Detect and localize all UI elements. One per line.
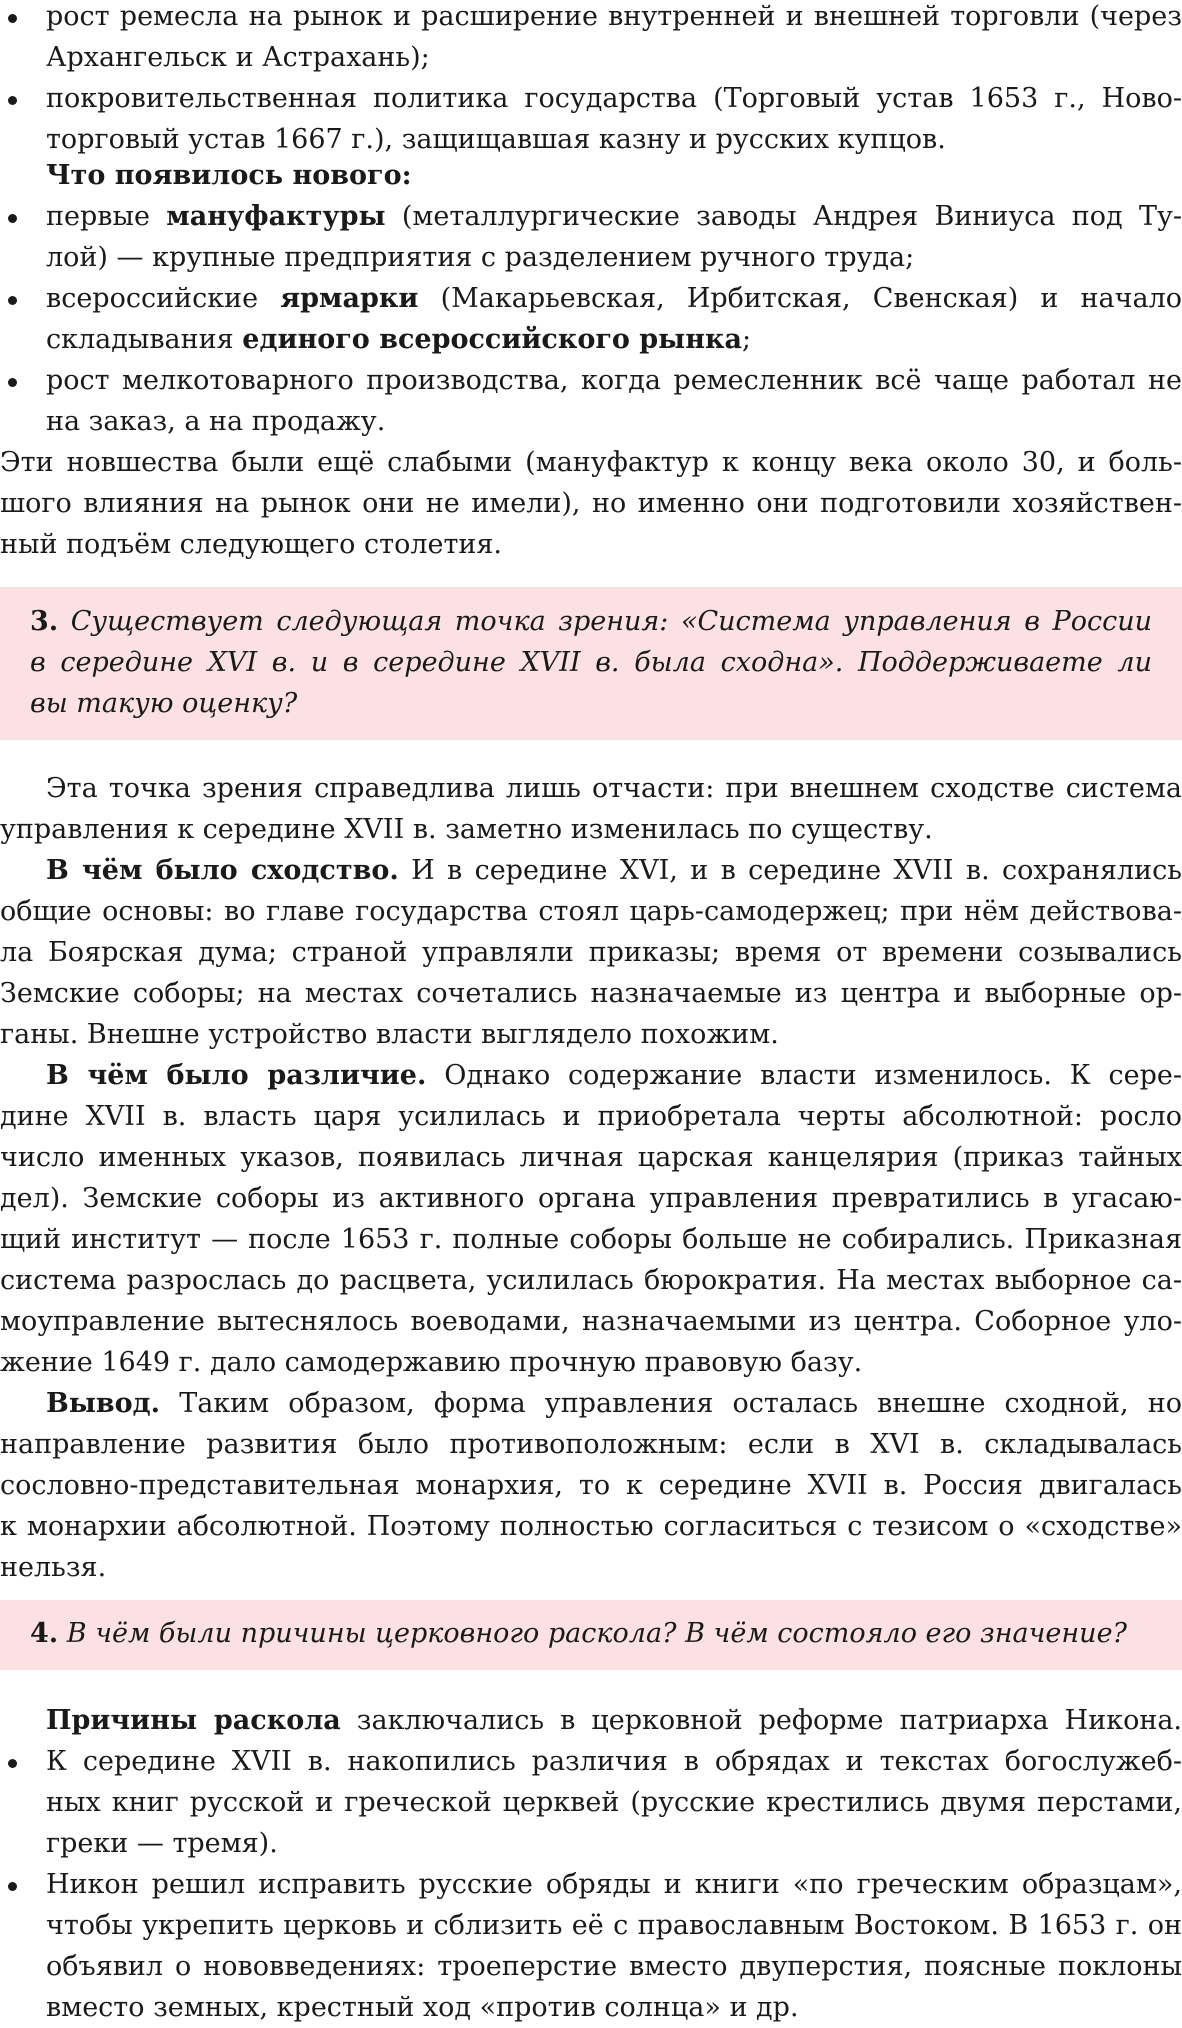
text-line: первые мануфактуры (металлургические заводы Андрея Виниуса под Ту- <box>46 201 1182 232</box>
economy-bullets <box>0 0 1182 160</box>
text-line: В чём было сходство. И в середине XVI, и в середине XVII в. сохранялись <box>46 855 1182 886</box>
text-line: Причины раскола заключались в церковной реформе патриарха Никона. <box>46 1705 1182 1736</box>
text-line: рост ремесла на рынок и расширение внутренней и внешней торговли (через <box>46 1 1182 32</box>
text-line: Вывод. Таким образом, форма управления осталась внешне сходной, но <box>46 1388 1182 1419</box>
section-heading: Что появилось нового: <box>46 160 412 191</box>
text-line: сословно-представительная монархия, то к середине XVII в. Россия двигалась <box>0 1470 1182 1501</box>
text-line: вместо земных, крестный ход «против солнца» и др. <box>46 1992 799 2023</box>
text-line: объявил о нововведениях: троеперстие вместо двуперстия, поясные поклоны <box>46 1951 1182 1982</box>
text-line: торговый устав 1667 г.), защищавшая казну и русских купцов. <box>46 124 946 155</box>
list-item <box>0 196 1182 278</box>
list-item <box>0 360 1182 442</box>
text-line: дине XVII в. власть царя усилилась и приобретала черты абсолютной: росло <box>0 1101 1182 1132</box>
text-line: рост мелкотоварного производства, когда ремесленник всё чаще работал не <box>46 365 1182 396</box>
list-item <box>0 0 1182 78</box>
text-line: моуправление вытеснялось воеводами, назначаемыми из центра. Соборное уло- <box>0 1306 1182 1337</box>
text-line: Эта точка зрения справедлива лишь отчасти: при внешнем сходстве система <box>46 773 1182 804</box>
question-number: 3. <box>30 606 59 637</box>
text-line: ных книг русской и греческой церквей (русские крестились двумя перстами, <box>46 1787 1182 1818</box>
list-item <box>0 278 1182 360</box>
question-4-box <box>0 1600 1182 1670</box>
text-line: Эти новшества были ещё слабыми (мануфактур к концу века около 30, и боль- <box>0 447 1182 478</box>
question-number: 4. <box>30 1618 59 1649</box>
text-line: нельзя. <box>0 1552 107 1583</box>
text-line: складывания единого всероссийского рынка; <box>46 324 752 355</box>
text-line: на заказ, а на продажу. <box>46 406 386 437</box>
text-line: шого влияния на рынок они не имели), но именно они подготовили хозяйствен- <box>0 488 1182 519</box>
text-line: ла Боярская дума; страной управляли приказы; время от времени созывались <box>0 937 1182 968</box>
new-section <box>0 155 1182 565</box>
text-line: Архангельск и Астрахань); <box>46 42 430 73</box>
list-item <box>0 78 1182 160</box>
text-line: чтобы укрепить церковь и сблизить её с православным Востоком. В 1653 г. он <box>46 1910 1182 1941</box>
paragraph <box>0 442 1182 565</box>
text-line: число именных указов, появилась личная царская канцелярия (приказ тайных <box>0 1142 1182 1173</box>
list-item <box>0 1741 1182 1864</box>
text-line: щий институт — после 1653 г. полные соборы больше не собирались. Приказная <box>0 1224 1182 1255</box>
text-line: общие основы: во главе государства стоял царь-самодержец; при нём действова- <box>0 896 1182 927</box>
text-line: к монархии абсолютной. Поэтому полностью согласиться с тезисом о «сходстве» <box>0 1511 1182 1542</box>
list-item <box>0 1864 1182 2028</box>
text-line: система разрослась до расцвета, усилилась бюрократия. На местах выборное са- <box>0 1265 1182 1296</box>
text-line: вы такую оценку? <box>30 688 298 719</box>
text-line: Земские соборы; на местах сочетались назначаемые из центра и выборные ор- <box>0 978 1182 1009</box>
text-line: Никон решил исправить русские обряды и книги «по греческим образцам», <box>46 1869 1182 1900</box>
text-line: ганы. Внешне устройство власти выглядело похожим. <box>0 1019 779 1050</box>
text-line: управления к середине XVII в. заметно изменилась по существу. <box>0 814 933 845</box>
text-line: всероссийские ярмарки (Макарьевская, Ирбитская, Свенская) и начало <box>46 283 1182 314</box>
answer-3 <box>0 768 1182 1588</box>
text-line: в середине XVI в. и в середине XVII в. была сходна». Поддерживаете ли <box>30 647 1152 678</box>
text-line: лой) — крупные предприятия с разделением ручного труда; <box>46 242 915 273</box>
text-line: В чём было различие. Однако содержание власти изменилось. К сере- <box>46 1060 1182 1091</box>
answer-4 <box>0 1700 1182 2028</box>
text-line: дел). Земские соборы из активного органа управления превратились в угасаю- <box>0 1183 1182 1214</box>
text-line: жение 1649 г. дало самодержавию прочную правовую базу. <box>0 1347 863 1378</box>
question-3-box <box>0 587 1182 740</box>
text-line: 3. Существует следующая точка зрения: «Система управления в России <box>30 606 1152 637</box>
text-line: ный подъём следующего столетия. <box>0 529 503 560</box>
text-line: покровительственная политика государства (Торговый устав 1653 г., Ново- <box>46 83 1182 114</box>
text-line: 4. В чём были причины церковного раскола? В чём состояло его значение? <box>30 1618 1128 1649</box>
text-line: греки — тремя). <box>46 1828 278 1859</box>
text-line: направление развития было противоположным: если в XVI в. складывалась <box>0 1429 1182 1460</box>
text-line: К середине XVII в. накопились различия в обрядах и текстах богослужеб- <box>46 1746 1182 1777</box>
